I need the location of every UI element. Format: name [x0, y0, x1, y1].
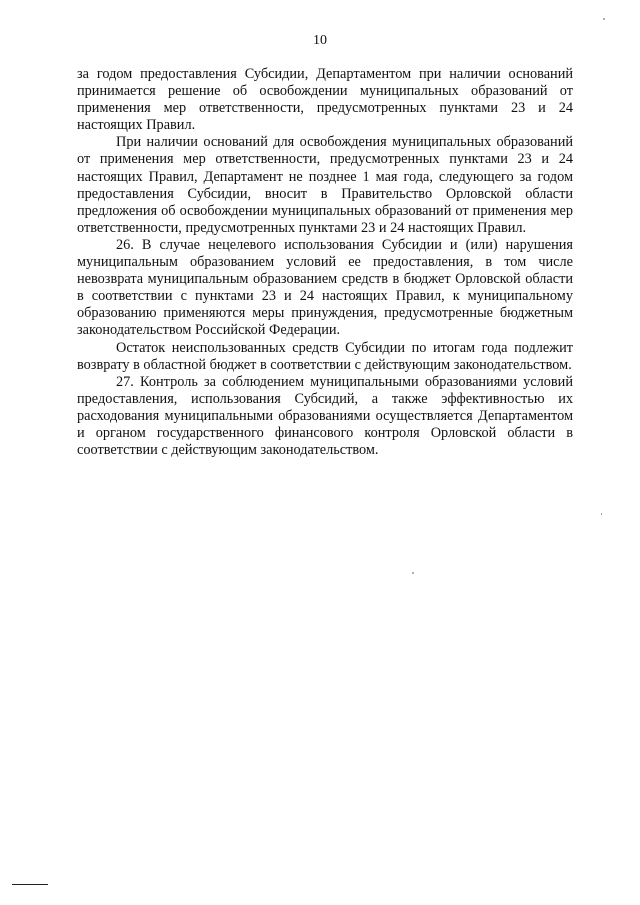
- paragraph-26: 26. В случае нецелевого использования Субсидии и (или) нарушения муниципальным образованием условий ее предоставления, в том числе невозврата муниципальным образованием средств в бюджет Орловской области в соответствии с пунктами 23 и 24 настоящих Правил, к муниципальному образованию применяются меры принуждения, предусмотренные бюджетным законодательством Российской Федерации.: [77, 236, 573, 339]
- footer-rule: [12, 884, 48, 885]
- paragraph-1: за годом предоставления Субсидии, Департаментом при наличии оснований принимается решение об освобождении муниципальных образований от применения мер ответственности, предусмотренных пунктами 23 и 24 настоящих Правил.: [77, 66, 573, 134]
- scan-speck: [412, 572, 414, 574]
- paragraph-2: При наличии оснований для освобождения муниципальных образований от применения мер ответственности, предусмотренных пунктами 23 и 24 настоящих Правил, Департамент не позднее 1 мая года, следующего за годом предоставления Субсидии, вносит в Правительство Орловской области предложения об освобождении муниципальных образований от применения мер ответственности, предусмотренных пунктами 23 и 24 настоящих Правил.: [77, 134, 573, 236]
- scan-speck: [601, 513, 602, 515]
- page-number: 10: [313, 33, 327, 48]
- document-body: [77, 66, 573, 459]
- paragraph-27: 27. Контроль за соблюдением муниципальными образованиями условий предоставления, использования Субсидий, а также эффективностью их расходования муниципальными образованиями осуществляется Департаментом и органом государственного финансового контроля Орловской области в соответствии с действующим законодательством.: [77, 373, 573, 459]
- paragraph-remainder: Остаток неиспользованных средств Субсидии по итогам года подлежит возврату в областной бюджет в соответствии с действующим законодательством.: [77, 339, 573, 373]
- scan-speck: [603, 18, 605, 20]
